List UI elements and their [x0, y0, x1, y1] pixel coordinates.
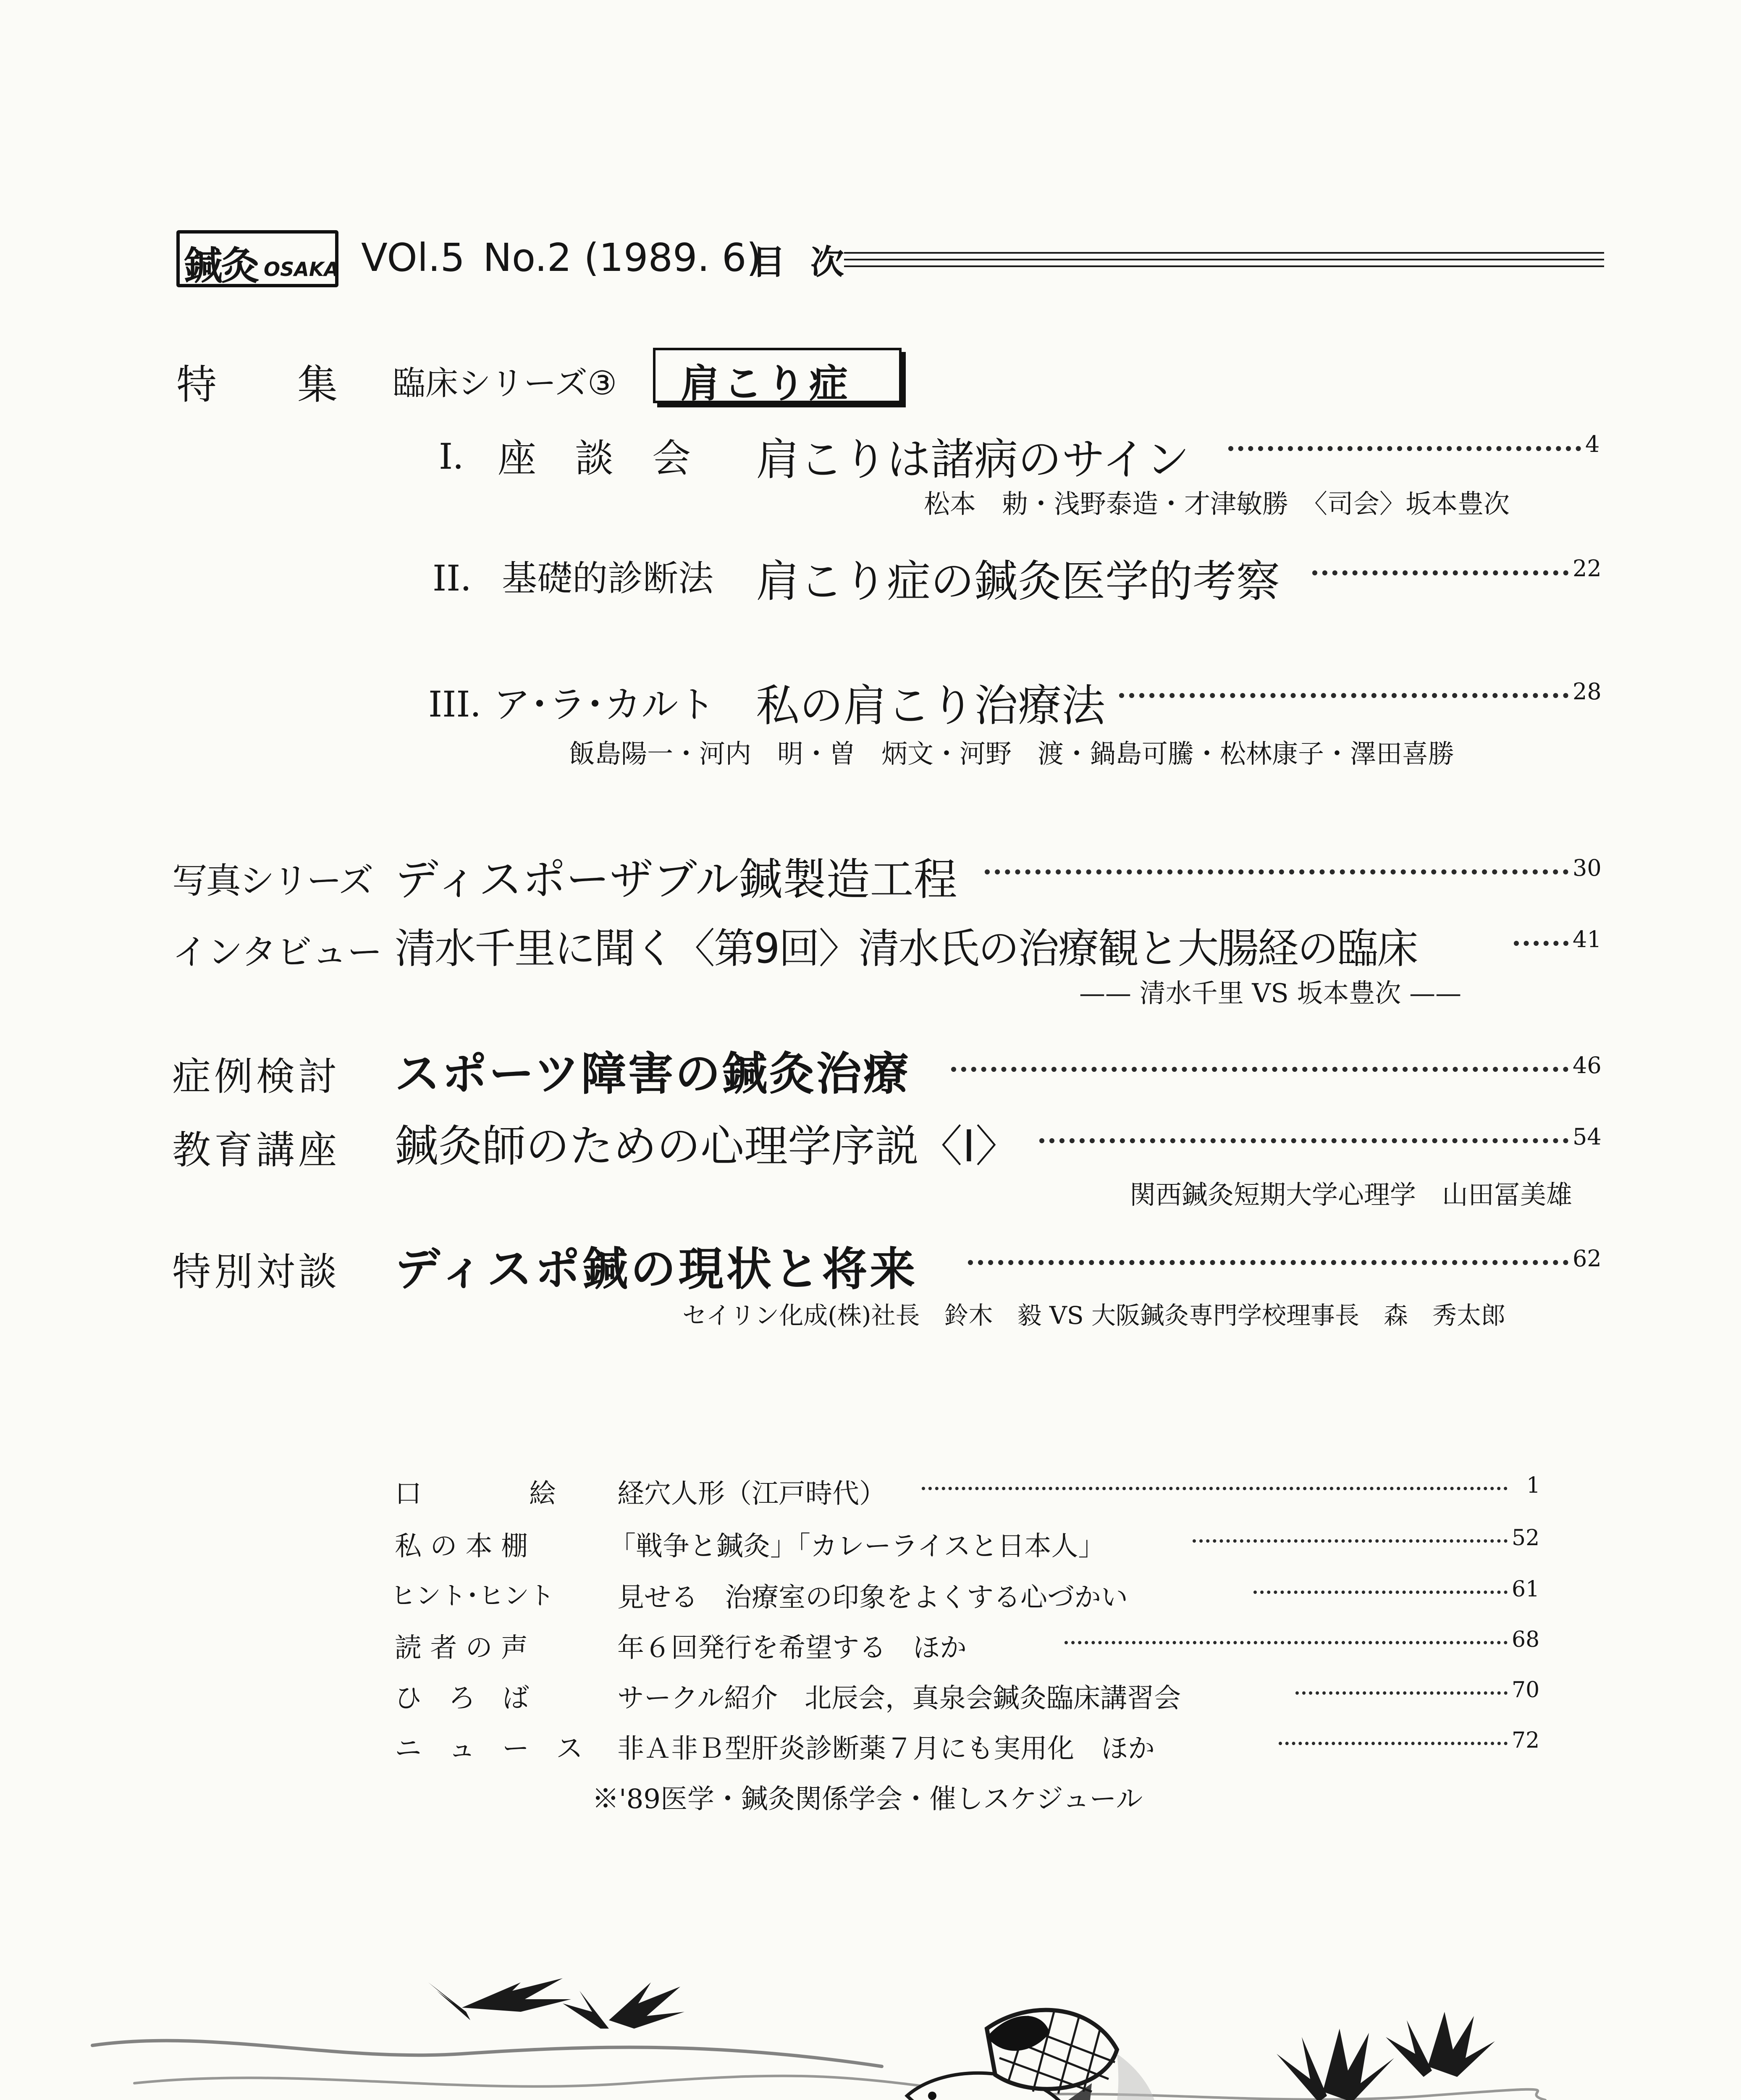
leader-dots: [1228, 446, 1581, 451]
feature-series: 臨床シリーズ③: [393, 365, 617, 402]
water-stroke: [92, 2041, 882, 2066]
logo-sub: OSAKA: [264, 258, 339, 281]
fish-and-basket: [907, 2010, 1158, 2100]
feature-item-number: III．: [428, 684, 506, 725]
column-title: 経穴人形（江戸時代）: [617, 1478, 886, 1509]
feature-item-authors: 飯島陽一・河内 明・曽 炳文・河野 渡・鍋島可騰・松林康子・澤田喜勝: [569, 738, 1455, 769]
leader-dots: [1295, 1691, 1508, 1695]
leader-dots: [1312, 570, 1568, 575]
section-subtitle: セイリン化成(株)社長 鈴木 毅 VS 大阪鍼灸専門学校理事長 森 秀太郎: [682, 1301, 1506, 1330]
column-label: ヒント･ヒント: [391, 1581, 554, 1611]
section-subtitle: 関西鍼灸短期大学心理学 山田冨美雄: [1130, 1179, 1573, 1210]
leader-dots: [1065, 1641, 1508, 1644]
section-title: スポーツ障害の鍼灸治療: [395, 1047, 910, 1100]
logo-text: 鍼灸: [184, 244, 258, 289]
leader-dots: [1279, 1742, 1508, 1745]
column-label: 読 者 の 声: [395, 1633, 528, 1664]
section-title: ディスポーザブル鍼製造工程: [395, 854, 957, 905]
page-number: 72: [1512, 1728, 1540, 1753]
page-number: 62: [1573, 1245, 1602, 1272]
section-label: 教育講座: [172, 1128, 341, 1173]
leader-dots: [968, 1260, 1568, 1265]
page-number: 46: [1573, 1052, 1602, 1079]
feature-item-title: 肩こり症の鍼灸医学的考察: [756, 556, 1280, 607]
column-title: 見せる 治療室の印象をよくする心づかい: [617, 1582, 1128, 1613]
section-title: 清水千里に聞く〈第9回〉清水氏の治療観と大腸経の臨床: [395, 925, 1417, 973]
column-title: サークル紹介 北辰会，真泉会鍼灸臨床講習会: [617, 1683, 1181, 1714]
column-label: ニ ュ ー ス: [395, 1733, 583, 1764]
column-label: 私 の 本 棚: [395, 1531, 528, 1562]
header-rule-2: [844, 259, 1604, 260]
feature-theme-box: [653, 348, 902, 406]
feature-item-kind: 座 談 会: [498, 436, 691, 481]
leader-dots: [1039, 1138, 1568, 1143]
page-number: 41: [1573, 926, 1602, 953]
leader-dots: [1514, 941, 1568, 946]
fish-eye: [928, 2092, 936, 2100]
feature-item-number: II．: [433, 558, 496, 599]
page-number: 52: [1512, 1525, 1540, 1551]
header-rule-1: [844, 252, 1604, 254]
page-number: 4: [1585, 431, 1600, 457]
ink-illustration: [84, 1957, 1554, 2100]
section-title: ディスポ鍼の現状と将来: [395, 1243, 918, 1296]
feature-item-title: 肩こりは諸病のサイン: [756, 434, 1190, 485]
column-title: 年６回発行を希望する ほか: [617, 1633, 967, 1664]
leader-dots: [1253, 1591, 1508, 1594]
section-label: インタビュー: [172, 932, 383, 973]
feature-item-title: 私の肩こり治療法: [756, 680, 1106, 731]
page-number: 30: [1573, 855, 1602, 881]
section-label: 特別対談: [172, 1250, 341, 1294]
column-label: ひ ろ ば: [395, 1683, 529, 1714]
feature-item-number: I．: [439, 436, 488, 477]
magazine-logo: [176, 230, 338, 287]
water-stroke: [134, 2076, 966, 2092]
columns-note: ※'89医学・鍼灸関係学会・催しスケジュール: [592, 1784, 1143, 1815]
leader-dots: [922, 1487, 1508, 1490]
page-number: 22: [1573, 555, 1602, 582]
page-number: 70: [1512, 1677, 1540, 1703]
toc-label: 目 次: [752, 243, 840, 282]
feature-item-authors: 松本 勅・浅野泰造・才津敏勝 〈司会〉坂本豊次: [924, 488, 1510, 519]
page-number: 61: [1512, 1577, 1540, 1602]
page-number: 54: [1573, 1124, 1602, 1150]
volume-number: VOl.5: [361, 235, 465, 280]
column-label: 口 絵: [395, 1478, 556, 1509]
leader-dots: [985, 869, 1568, 874]
feature-label: 特 集: [176, 361, 338, 408]
column-title: 「戦争と鍼灸」「カレーライスと日本人」: [609, 1531, 1105, 1562]
leader-dots: [951, 1067, 1568, 1072]
section-label: 症例検討: [172, 1054, 341, 1099]
page-number: 68: [1512, 1627, 1540, 1652]
feature-theme: 肩こり症: [681, 361, 852, 406]
leader-dots: [1119, 693, 1568, 698]
page-number: 1: [1526, 1473, 1541, 1498]
section-label: 写真シリーズ: [172, 860, 372, 901]
section-subtitle: —— 清水千里 VS 坂本豊次 ——: [1079, 978, 1462, 1008]
feature-item-kind: 基礎的診断法: [502, 558, 714, 599]
feature-item-kind: ア･ラ･カルト: [493, 683, 716, 726]
column-title: 非Ａ非Ｂ型肝炎診断薬７月にも実用化 ほか: [617, 1733, 1155, 1764]
section-title: 鍼灸師のための心理学序説〈I〉: [395, 1121, 1019, 1172]
leader-dots: [1193, 1539, 1508, 1543]
header-rule-3: [844, 265, 1604, 267]
issue-number: No.2 (1989. 6): [483, 235, 762, 280]
page-number: 28: [1573, 678, 1602, 705]
